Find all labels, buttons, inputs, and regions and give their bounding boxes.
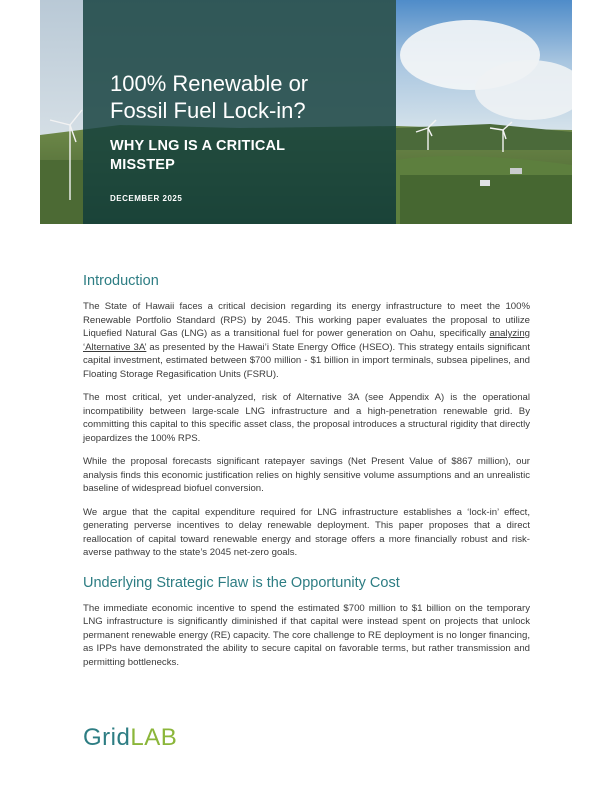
intro-paragraph-1 xyxy=(83,300,530,381)
gridlab-logo xyxy=(83,724,177,752)
subtitle-line-1: WHY LNG IS A CRITICAL xyxy=(110,138,286,154)
title-line-2: Fossil Fuel Lock-in? xyxy=(110,98,306,123)
intro-paragraph-2: The most critical, yet under-analyzed, risk of Alternative 3A (see Appendix A) is the operational incompatibility between large-scale LNG infrastructure and a high-penetration renewable grid. By committing this capital to this specific asset class, the proposal introduces a structural rigidity that directly jeopardizes the 100% RPS. xyxy=(83,392,530,444)
intro-p1-text-a: The State of Hawaii faces a critical decision regarding its energy infrastructure to meet the 100% Renewable Portfolio Standard (RPS) by 2045. This working paper evaluates the proposal to utilize Liquefied Natural Gas (LNG) as a transitional fuel for power generation on Oahu, specifically xyxy=(83,301,530,339)
intro-paragraph-3: While the proposal forecasts significant ratepayer savings (Net Present Value of $867 million), our analysis finds this economic justification relies on highly sensitive volume assumptions and an unrealistic baseline of widespread biofuel conversion. xyxy=(83,456,530,494)
page-subtitle xyxy=(110,137,350,175)
subtitle-line-2: MISSTEP xyxy=(110,157,176,173)
publication-date: DECEMBER 2025 xyxy=(110,194,183,203)
title-line-1: 100% Renewable or xyxy=(110,71,309,96)
opportunity-cost-heading: Underlying Strategic Flaw is the Opportunity Cost xyxy=(83,574,400,591)
introduction-heading: Introduction xyxy=(83,273,159,289)
logo-grid-text: Grid xyxy=(83,724,131,751)
page-title xyxy=(110,70,360,124)
alternative-3a-link[interactable]: analyzing ‘Alternative 3A’ xyxy=(83,328,530,353)
intro-p1-text-b: as presented by the Hawai’i State Energy Office (HSEO). This strategy entails significant capital investment, estimated between $700 million - $1 billion in import terminals, subsea pipelines, and Floating Storage Regasification Units (FSRU). xyxy=(83,341,530,380)
logo-lab-text: LAB xyxy=(130,724,178,751)
intro-paragraph-4: We argue that the capital expenditure required for LNG infrastructure establishes a ‘lock-in’ effect, generating perverse incentives to delay renewable deployment. This paper proposes that a direct reallocation of capital toward renewable energy and storage offers a more financially robust and risk-averse pathway to the state’s 2045 net-zero goals. xyxy=(83,506,530,558)
document-body xyxy=(83,272,530,679)
opportunity-cost-paragraph: The immediate economic incentive to spend the estimated $700 million to $1 billion on the temporary LNG infrastructure is significantly diminished if that capital were instead spent on projects that unlock permanent renewable energy (RE) capacity. The core challenge to RE deployment is no longer financing, as IPPs have demonstrated the ability to secure capital on favorable terms, but rather transmission and permitting bottlenecks. xyxy=(83,602,530,668)
